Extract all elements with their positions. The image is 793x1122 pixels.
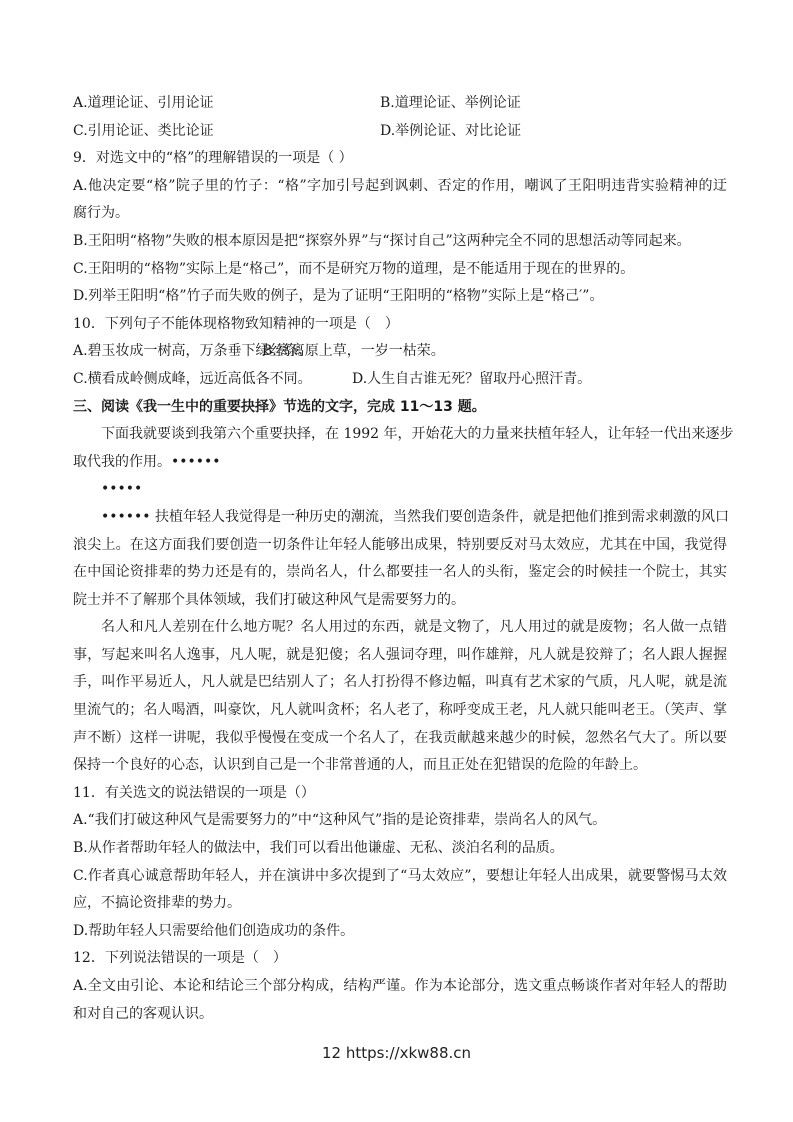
- page-footer: [0, 1044, 793, 1062]
- q11-option-c: C.作者真心诚意帮助年轻人，并在演讲中多次提到了“马太效应”，要想让年轻人出成果，就要警惕马太效: [73, 867, 727, 884]
- footer-url: https://xkw88.cn: [345, 1044, 472, 1062]
- document-page: [73, 90, 734, 1028]
- q10-option-d: D.人生自古谁无死？留取丹心照汗青。: [352, 370, 592, 387]
- q11-stem: 11．有关选文的说法错误的一项是（）: [73, 784, 315, 801]
- passage-line: 事，写起来叫名人逸事，凡人呢，就是犯傻；名人强词夺理，叫作雄辩，凡人就是狡辩了；名人跟人握握: [73, 646, 727, 663]
- q9-stem: 9．对选文中的“格”的理解错误的一项是（ ）: [73, 150, 353, 167]
- q12-option-a-cont: 和对自己的客观认识。: [73, 1005, 213, 1022]
- q8-option-c: C.引用论证、类比论证: [73, 122, 214, 139]
- q8-option-d: D.举例论证、对比论证: [380, 122, 522, 139]
- passage-line: 名人和凡人差别在什么地方呢？名人用过的东西，就是文物了，凡人用过的就是废物；名人做一点错: [101, 619, 727, 636]
- q11-option-a: A.“我们打破这种风气是需要努力的”中“这种风气”指的是论资排辈，崇尚名人的风气。: [73, 812, 607, 829]
- q8-option-b: B.道理论证、举例论证: [380, 95, 521, 111]
- q10-option-a: A.碧玉妆成一树高，万条垂下绿丝绦。: [73, 343, 312, 360]
- passage-line: 院士并不了解那个具体领域，我们打破这种风气是需要努力的。: [73, 591, 465, 608]
- q9-option-c: C.王阳明的“格物”实际上是“格己”，而不是研究万物的道理，是不能适用于现在的世界的。: [73, 260, 635, 277]
- q9-option-a: A.他决定要“格”院子里的竹子：“格”字加引号起到讽刺、否定的作用，嘲讽了王阳明违背实验精神的迂: [73, 177, 727, 194]
- q9-option-d: D.列举王阳明“格”竹子而失败的例子，是为了证明“王阳明的“格物”实际上是“格己′”。: [73, 288, 604, 305]
- q10-options-row2: [73, 366, 727, 394]
- passage-line: 下面我就要谈到我第六个重要抉择，在 1992 年，开始花大的力量来扶植年轻人，让年轻一代出来逐步: [101, 426, 734, 443]
- q10-options-row1: [73, 338, 727, 366]
- section-heading: 三、阅读《我一生中的重要抉择》节选的文字，完成 11～13 题。: [73, 398, 486, 415]
- passage-line: 取代我的作用。••••••: [73, 453, 221, 470]
- passage-line: •••••• 扶植年轻人我觉得是一种历史的潮流，当然我们要创造条件，就是把他们推到需求刺激的风口: [101, 508, 729, 525]
- passage-line: 里流气的；名人喝酒，叫豪饮，凡人就叫贪杯；名人老了，称呼变成王老，凡人就只能叫老王。（笑声、掌: [73, 702, 727, 719]
- q8-options-row1: [73, 90, 727, 118]
- q8-options-row2: [73, 118, 727, 146]
- page-number: 12: [321, 1044, 342, 1062]
- q10-option-b: B.离离原上草，一岁一枯荣。: [262, 343, 445, 360]
- passage-line: 在中国论资排辈的势力还是有的，崇尚名人，什么都要挂一名人的头衔，鉴定会的时候挂一个院士，其实: [73, 564, 727, 581]
- passage-line: 声不断）这样一讲呢，我似乎慢慢在变成一个名人了，在我贡献越来越少的时候，忽然名气大了。所以要: [73, 729, 727, 746]
- q10-stem: 10．下列句子不能体现格物致知精神的一项是（ ）: [73, 315, 399, 332]
- passage-ellipsis: •••••: [101, 481, 143, 498]
- q10-option-c: C.横看成岭侧成峰，远近高低各不同。: [73, 370, 312, 387]
- q9-option-b: B.王阳明“格物”失败的根本原因是把“探察外界”与“探讨自己”这两种完全不同的思想活动等同起来。: [73, 232, 691, 249]
- q8-option-a: A.道理论证、引用论证: [73, 95, 214, 111]
- passage-line: 保持一个良好的心态，认识到自己是一个非常普通的人，而且正处在犯错误的危险的年龄上。: [73, 757, 647, 774]
- passage-line: 浪尖上。在这方面我们要创造一切条件让年轻人能够出成果，特别要反对马太效应，尤其在中国，我觉得: [73, 536, 727, 553]
- q12-option-a: A.全文由引论、本论和结论三个部分构成，结构严谨。作为本论部分，选文重点畅谈作者对年轻人的帮助: [73, 978, 727, 994]
- q11-option-d: D.帮助年轻人只需要给他们创造成功的条件。: [73, 922, 355, 939]
- q11-option-b: B.从作者帮助年轻人的做法中，我们可以看出他谦虚、无私、淡泊名利的品质。: [73, 840, 564, 857]
- q12-stem: 12．下列说法错误的一项是（ ）: [73, 950, 287, 967]
- passage-line: 手，叫作平易近人，凡人就是巴结别人了；名人打扮得不修边幅，叫真有艺术家的气质，凡人呢，就是流: [73, 674, 727, 691]
- q11-option-c-cont: 应，不搞论资排辈的势力。: [73, 895, 241, 912]
- q9-option-a-cont: 腐行为。: [73, 205, 129, 222]
